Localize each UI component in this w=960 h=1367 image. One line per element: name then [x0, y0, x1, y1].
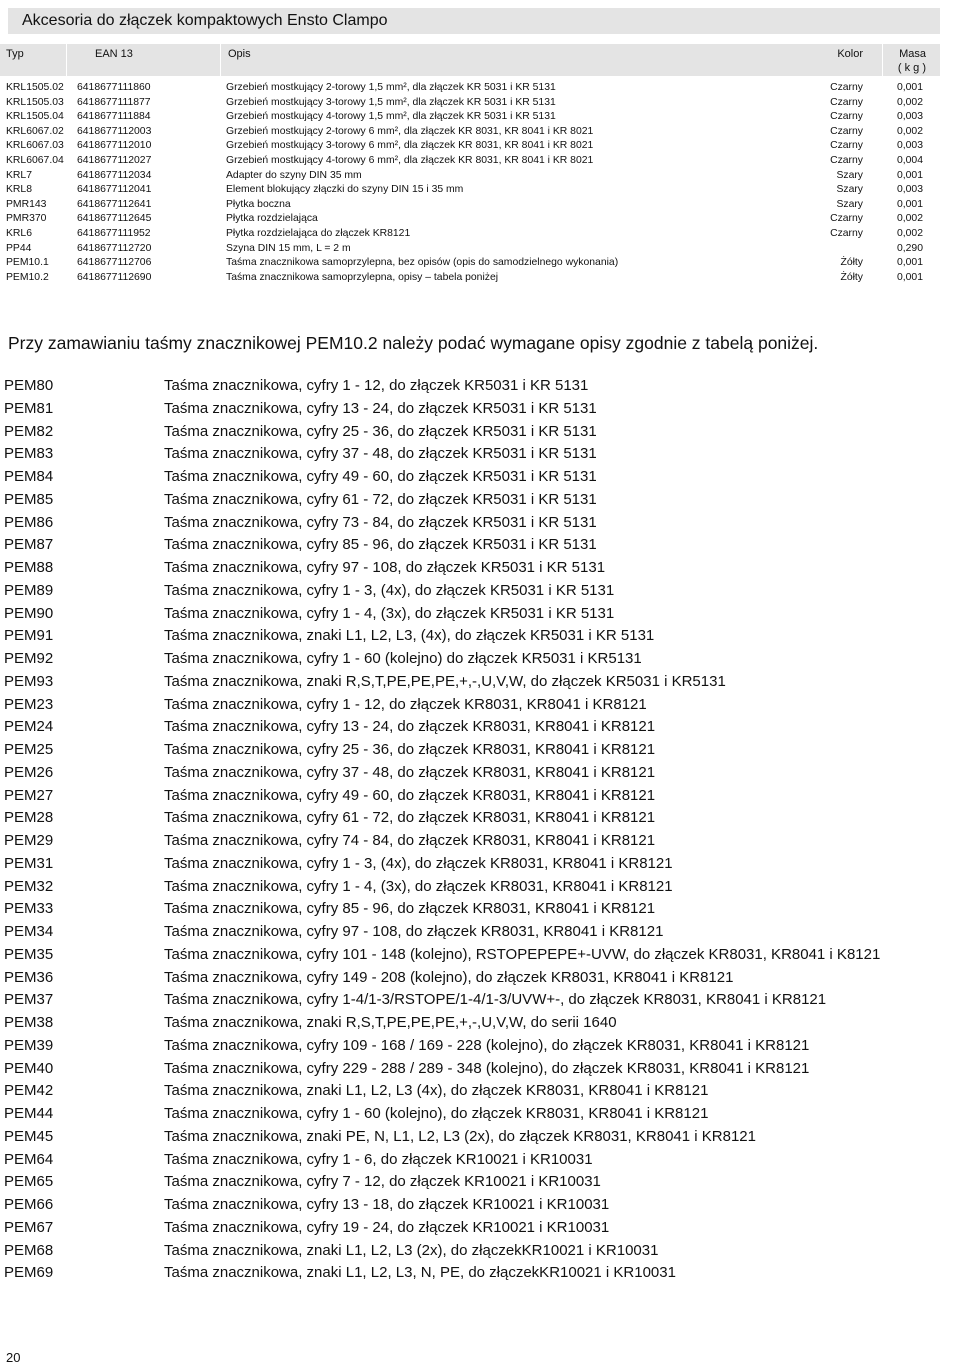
cell-kolor: Czarny: [830, 96, 863, 108]
list-item: [0, 1080, 960, 1103]
header-masa: Masa: [899, 48, 926, 60]
list-item: [0, 1262, 960, 1285]
cell-kolor: Szary: [836, 184, 863, 196]
cell-typ: KRL7: [6, 169, 32, 181]
pem-description: Taśma znacznikowa, znaki L1, L2, L3, (4x), do złączek KR5031 i KR 5131: [164, 627, 655, 645]
pem-code: PEM32: [4, 877, 54, 895]
cell-typ: KRL1505.02: [6, 82, 64, 93]
cell-typ: KRL6067.03: [6, 140, 64, 152]
cell-typ: PMR143: [6, 198, 47, 210]
page-number: 20: [6, 1350, 21, 1365]
list-item: [0, 1103, 960, 1126]
page-title: Akcesoria do złączek kompaktowych Ensto Clampo: [8, 8, 940, 34]
list-item: [0, 716, 960, 739]
column-divider: [66, 44, 67, 76]
pem-description: Taśma znacznikowa, cyfry 1 - 4, (3x), do złączek KR8031, KR8041 i KR8121: [164, 877, 673, 895]
pem-code: PEM64: [4, 1150, 54, 1168]
list-item: [0, 967, 960, 990]
list-item: [0, 512, 960, 535]
cell-masa: 0,003: [896, 140, 923, 152]
pem-code: PEM37: [4, 991, 54, 1009]
list-item: [0, 534, 960, 557]
pem-code: PEM35: [4, 945, 54, 963]
pem-code: PEM36: [4, 968, 54, 986]
cell-kolor: Czarny: [830, 213, 863, 225]
cell-masa: 0,001: [896, 271, 923, 283]
header-kolor: Kolor: [837, 48, 863, 60]
cell-ean: 6418677112706: [77, 257, 152, 269]
pem-code: PEM27: [4, 786, 54, 804]
pem-code: PEM89: [4, 581, 54, 599]
cell-kolor: Szary: [836, 169, 863, 181]
list-item: [0, 1171, 960, 1194]
header-ean: EAN 13: [95, 48, 133, 60]
list-item: [0, 1194, 960, 1217]
pem-code: PEM84: [4, 468, 54, 485]
pem-description: Taśma znacznikowa, cyfry 61 - 72, do złączek KR8031, KR8041 i KR8121: [164, 809, 656, 827]
pem-description: Taśma znacznikowa, cyfry 25 - 36, do złączek KR8031, KR8041 i KR8121: [164, 741, 656, 758]
cell-opis: Grzebień mostkujący 3-torowy 6 mm², dla złączek KR 8031, KR 8041 i KR 8021: [226, 140, 594, 152]
table-row: [0, 125, 940, 140]
cell-opis: Płytka rozdzielająca: [226, 213, 318, 225]
pem-description: Taśma znacznikowa, znaki L1, L2, L3 (4x), do złączek KR8031, KR8041 i KR8121: [164, 1082, 709, 1100]
pem-code: PEM25: [4, 741, 54, 758]
pem-description: Taśma znacznikowa, cyfry 61 - 72, do złączek KR5031 i KR 5131: [164, 490, 597, 508]
cell-typ: KRL8: [6, 184, 32, 196]
pem-description: Taśma znacznikowa, cyfry 97 - 108, do złączek KR5031 i KR 5131: [164, 559, 606, 576]
pem-code: PEM67: [4, 1218, 54, 1236]
cell-masa: 0,002: [896, 125, 923, 137]
cell-kolor: Czarny: [830, 154, 863, 166]
list-item: [0, 557, 960, 580]
cell-ean: 6418677112034: [77, 169, 152, 181]
pem-code: PEM93: [4, 672, 54, 690]
table-header: [0, 44, 940, 76]
table-row: [0, 227, 940, 242]
list-item: [0, 375, 960, 398]
column-divider: [882, 44, 883, 76]
list-item: [0, 944, 960, 967]
table-row: [0, 256, 940, 271]
pem-description: Taśma znacznikowa, cyfry 13 - 18, do złączek KR10021 i KR10031: [164, 1196, 610, 1213]
cell-opis: Szyna DIN 15 mm, L = 2 m: [226, 242, 351, 254]
pem-description: Taśma znacznikowa, cyfry 149 - 208 (kolejno), do złączek KR8031, KR8041 i KR8121: [164, 968, 734, 986]
pem-description: Taśma znacznikowa, znaki PE, N, L1, L2, L3 (2x), do złączek KR8031, KR8041 i KR8121: [164, 1127, 756, 1145]
cell-typ: PMR370: [6, 213, 47, 225]
cell-masa: 0,002: [896, 227, 923, 239]
list-item: [0, 785, 960, 808]
order-instruction: Przy zamawianiu taśmy znacznikowej PEM10.2 należy podać wymagane opisy zgodnie z tabelą poniżej.: [8, 333, 819, 353]
pem-code: PEM83: [4, 445, 54, 463]
pem-code: PEM42: [4, 1082, 54, 1100]
cell-masa: 0,002: [896, 96, 923, 108]
pem-description: Taśma znacznikowa, cyfry 85 - 96, do złączek KR8031, KR8041 i KR8121: [164, 900, 656, 918]
table-row: [0, 139, 940, 154]
list-item: [0, 1217, 960, 1240]
list-item: [0, 580, 960, 603]
cell-masa: 0,003: [896, 184, 923, 196]
list-item: [0, 739, 960, 762]
pem-description: Taśma znacznikowa, cyfry 1 - 6, do złączek KR10021 i KR10031: [164, 1150, 593, 1168]
cell-ean: 6418677112027: [77, 154, 152, 166]
pem-description: Taśma znacznikowa, znaki R,S,T,PE,PE,PE,+,-,U,V,W, do serii 1640: [164, 1014, 617, 1031]
cell-masa: 0,001: [896, 257, 923, 269]
cell-opis: Taśma znacznikowa samoprzylepna, bez opisów (opis do samodzielnego wykonania): [226, 257, 619, 269]
pem-code: PEM38: [4, 1014, 54, 1031]
cell-masa: 0,001: [896, 82, 923, 93]
cell-ean: 6418677112041: [77, 184, 152, 196]
pem-code: PEM33: [4, 900, 54, 918]
cell-typ: KRL6: [6, 227, 32, 239]
list-item: [0, 1035, 960, 1058]
list-item: [0, 1240, 960, 1263]
cell-masa: 0,003: [896, 111, 923, 123]
cell-opis: Element blokujący złączki do szyny DIN 15 i 35 mm: [226, 184, 464, 196]
cell-ean: 6418677112720: [77, 242, 152, 254]
pem-description: Taśma znacznikowa, cyfry 1 - 4, (3x), do złączek KR5031 i KR 5131: [164, 604, 615, 622]
cell-typ: KRL1505.03: [6, 96, 64, 108]
pem-description: Taśma znacznikowa, znaki R,S,T,PE,PE,PE,+,-,U,V,W, do złączek KR5031 i KR5131: [164, 672, 726, 690]
pem-code: PEM44: [4, 1105, 54, 1122]
list-item: [0, 1012, 960, 1035]
pem-code: PEM68: [4, 1241, 54, 1259]
cell-ean: 6418677112010: [77, 140, 152, 152]
column-divider: [220, 44, 221, 76]
pem-code: PEM34: [4, 923, 54, 940]
cell-typ: PEM10.2: [6, 271, 49, 283]
pem-code: PEM80: [4, 377, 54, 394]
list-item: [0, 1126, 960, 1149]
table-row: [0, 154, 940, 169]
pem-description: Taśma znacznikowa, cyfry 49 - 60, do złączek KR8031, KR8041 i KR8121: [164, 786, 656, 804]
pem-description: Taśma znacznikowa, cyfry 1 - 60 (kolejno) do złączek KR5031 i KR5131: [164, 650, 642, 667]
table-row: [0, 198, 940, 213]
cell-typ: PEM10.1: [6, 257, 49, 269]
pem-code: PEM24: [4, 718, 54, 736]
cell-opis: Płytka boczna: [226, 198, 291, 210]
pem-code: PEM65: [4, 1173, 54, 1191]
list-item: [0, 762, 960, 785]
cell-opis: Grzebień mostkujący 4-torowy 1,5 mm², dla złączek KR 5031 i KR 5131: [226, 111, 556, 123]
cell-opis: Grzebień mostkujący 2-torowy 1,5 mm², dla złączek KR 5031 i KR 5131: [226, 82, 556, 93]
list-item: [0, 625, 960, 648]
pem-description: Taśma znacznikowa, cyfry 37 - 48, do złączek KR8031, KR8041 i KR8121: [164, 763, 656, 781]
product-table: [0, 81, 940, 285]
pem-description: Taśma znacznikowa, cyfry 37 - 48, do złączek KR5031 i KR 5131: [164, 445, 597, 463]
pem-description: Taśma znacznikowa, cyfry 109 - 168 / 169 - 228 (kolejno), do złączek KR8031, KR8041 i KR8121: [164, 1036, 810, 1054]
cell-ean: 6418677112003: [77, 125, 152, 137]
pem-code: PEM82: [4, 422, 54, 440]
pem-description: Taśma znacznikowa, znaki L1, L2, L3, N, PE, do złączekKR10021 i KR10031: [164, 1264, 676, 1282]
list-item: [0, 807, 960, 830]
pem-description: Taśma znacznikowa, cyfry 229 - 288 / 289 - 348 (kolejno), do złączek KR8031, KR8041 i KR8121: [164, 1059, 810, 1077]
pem-description: Taśma znacznikowa, cyfry 1-4/1-3/RSTOPE/1-4/1-3/UVW+-, do złączek KR8031, KR8041 i KR8121: [164, 991, 827, 1009]
table-row: [0, 242, 940, 257]
list-item: [0, 489, 960, 512]
cell-kolor: Żółty: [840, 271, 863, 283]
pem-code: PEM23: [4, 695, 54, 713]
pem-description: Taśma znacznikowa, cyfry 85 - 96, do złączek KR5031 i KR 5131: [164, 536, 597, 554]
pem-code: PEM40: [4, 1059, 54, 1077]
pem-description: Taśma znacznikowa, cyfry 13 - 24, do złączek KR8031, KR8041 i KR8121: [164, 718, 656, 736]
list-item: [0, 694, 960, 717]
list-item: [0, 876, 960, 899]
cell-kolor: Szary: [836, 198, 863, 210]
pem-description: Taśma znacznikowa, cyfry 74 - 84, do złączek KR8031, KR8041 i KR8121: [164, 832, 656, 849]
cell-ean: 6418677111952: [77, 227, 151, 239]
cell-ean: 6418677112690: [77, 271, 152, 283]
pem-description: Taśma znacznikowa, cyfry 73 - 84, do złączek KR5031 i KR 5131: [164, 513, 597, 531]
cell-masa: 0,004: [896, 154, 923, 166]
pem-code: PEM39: [4, 1036, 54, 1054]
cell-typ: KRL1505.04: [6, 111, 64, 123]
table-row: [0, 110, 940, 125]
pem-code: PEM91: [4, 627, 54, 645]
list-item: [0, 853, 960, 876]
pem-description: Taśma znacznikowa, cyfry 97 - 108, do złączek KR8031, KR8041 i KR8121: [164, 923, 664, 940]
header-masa-unit: ( k g ): [897, 62, 926, 74]
pem-code: PEM45: [4, 1127, 54, 1145]
cell-ean: 6418677111860: [77, 82, 151, 93]
header-opis: Opis: [228, 48, 251, 60]
list-item: [0, 671, 960, 694]
cell-opis: Grzebień mostkujący 3-torowy 1,5 mm², dla złączek KR 5031 i KR 5131: [226, 96, 556, 108]
list-item: [0, 989, 960, 1012]
list-item: [0, 603, 960, 626]
pem-code: PEM88: [4, 559, 54, 576]
cell-kolor: Czarny: [830, 227, 863, 239]
list-item: [0, 1058, 960, 1081]
pem-code: PEM85: [4, 490, 54, 508]
list-item: [0, 466, 960, 489]
list-item: [0, 398, 960, 421]
cell-masa: 0,001: [896, 169, 923, 181]
cell-ean: 6418677111877: [77, 96, 151, 108]
cell-typ: KRL6067.04: [6, 154, 64, 166]
pem-code: PEM87: [4, 536, 54, 554]
table-row: [0, 96, 940, 111]
pem-description: Taśma znacznikowa, cyfry 1 - 12, do złączek KR8031, KR8041 i KR8121: [164, 695, 647, 713]
cell-typ: PP44: [6, 242, 32, 254]
pem-code: PEM92: [4, 650, 54, 667]
cell-kolor: Czarny: [830, 140, 863, 152]
pem-description: Taśma znacznikowa, cyfry 1 - 12, do złączek KR5031 i KR 5131: [164, 377, 589, 394]
cell-opis: Grzebień mostkujący 2-torowy 6 mm², dla złączek KR 8031, KR 8041 i KR 8021: [226, 125, 594, 137]
pem-code: PEM66: [4, 1196, 54, 1213]
table-row: [0, 81, 940, 96]
list-item: [0, 830, 960, 853]
header-typ: Typ: [6, 48, 24, 60]
cell-ean: 6418677112645: [77, 213, 152, 225]
list-item: [0, 898, 960, 921]
pem-code: PEM28: [4, 809, 54, 827]
pem-description: Taśma znacznikowa, cyfry 25 - 36, do złączek KR5031 i KR 5131: [164, 422, 597, 440]
cell-kolor: Żółty: [840, 257, 863, 269]
cell-ean: 6418677112641: [77, 198, 152, 210]
table-row: [0, 183, 940, 198]
pem-description: Taśma znacznikowa, cyfry 13 - 24, do złączek KR5031 i KR 5131: [164, 399, 597, 417]
cell-opis: Płytka rozdzielająca do złączek KR8121: [226, 227, 411, 239]
list-item: [0, 443, 960, 466]
cell-opis: Adapter do szyny DIN 35 mm: [226, 169, 362, 181]
cell-ean: 6418677111884: [77, 111, 151, 123]
cell-masa: 0,002: [896, 213, 923, 225]
pem-code: PEM26: [4, 763, 54, 781]
table-row: [0, 169, 940, 184]
pem-code: PEM81: [4, 399, 54, 417]
cell-typ: KRL6067.02: [6, 125, 64, 137]
cell-opis: Grzebień mostkujący 4-torowy 6 mm², dla złączek KR 8031, KR 8041 i KR 8021: [226, 154, 594, 166]
pem-description: Taśma znacznikowa, cyfry 7 - 12, do złączek KR10021 i KR10031: [164, 1173, 601, 1191]
pem-description: Taśma znacznikowa, cyfry 1 - 60 (kolejno), do złączek KR8031, KR8041 i KR8121: [164, 1105, 709, 1122]
table-row: [0, 271, 940, 286]
cell-masa: 0,001: [896, 198, 923, 210]
pem-list: [0, 375, 960, 1285]
cell-kolor: Czarny: [830, 82, 863, 93]
table-row: [0, 212, 940, 227]
pem-description: Taśma znacznikowa, cyfry 49 - 60, do złączek KR5031 i KR 5131: [164, 468, 597, 485]
pem-description: Taśma znacznikowa, znaki L1, L2, L3 (2x), do złączekKR10021 i KR10031: [164, 1241, 659, 1259]
pem-description: Taśma znacznikowa, cyfry 19 - 24, do złączek KR10021 i KR10031: [164, 1218, 610, 1236]
pem-description: Taśma znacznikowa, cyfry 1 - 3, (4x), do złączek KR5031 i KR 5131: [164, 581, 615, 599]
list-item: [0, 421, 960, 444]
cell-masa: 0,290: [896, 242, 923, 254]
list-item: [0, 1149, 960, 1172]
pem-code: PEM90: [4, 604, 54, 622]
pem-code: PEM69: [4, 1264, 54, 1282]
pem-code: PEM29: [4, 832, 54, 849]
pem-description: Taśma znacznikowa, cyfry 1 - 3, (4x), do złączek KR8031, KR8041 i KR8121: [164, 854, 673, 872]
pem-code: PEM31: [4, 854, 54, 872]
list-item: [0, 921, 960, 944]
cell-kolor: Czarny: [830, 111, 863, 123]
pem-description: Taśma znacznikowa, cyfry 101 - 148 (kolejno), RSTOPEPEPE+-UVW, do złączek KR8031, KR8041 i K8121: [164, 945, 881, 963]
list-item: [0, 648, 960, 671]
cell-kolor: Czarny: [830, 125, 863, 137]
cell-opis: Taśma znacznikowa samoprzylepna, opisy – tabela poniżej: [226, 271, 499, 283]
pem-code: PEM86: [4, 513, 54, 531]
